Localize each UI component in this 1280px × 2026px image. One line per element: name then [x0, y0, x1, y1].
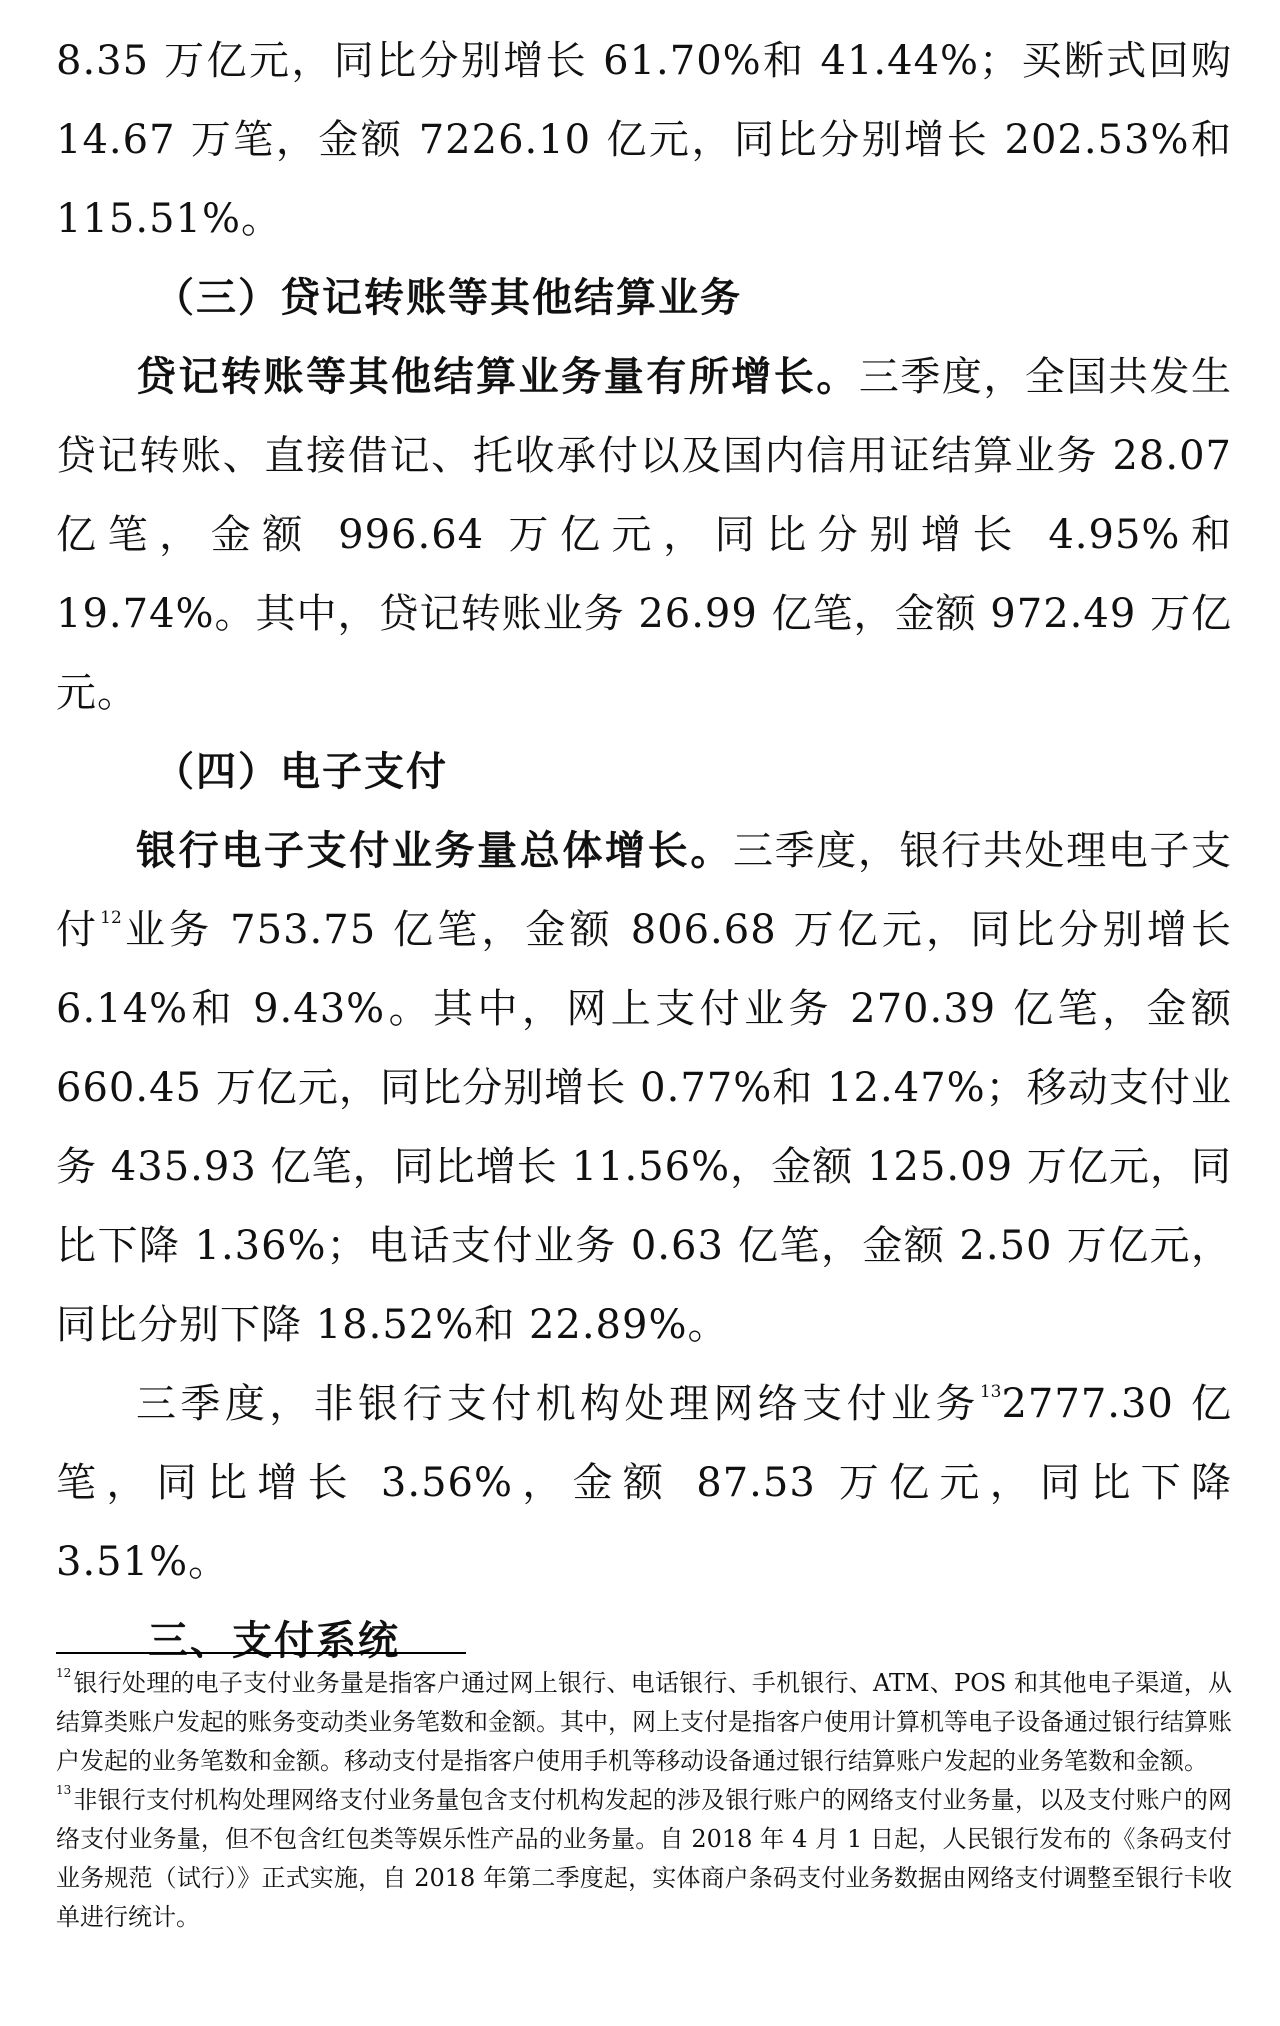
lead-sentence: 贷记转账等其他结算业务量有所增长。: [136, 354, 859, 400]
footnote-divider: [56, 1652, 466, 1654]
footnote-13: $^{13}$非银行支付机构处理网络支付业务量包含支付机构发起的涉及银行账户的网络支付业务量，以及支付账户的网络支付业务量，但不包含红包类等娱乐性产品的业务量。自 2018 年 4 月 1 日起，人民银行发布的《条码支付业务规范（试行）》正式实施，自 2018 年第二季度起，实体商户条码支付业务数据由网络支付调整至银行卡收单进行统计。: [56, 1783, 1232, 1931]
footnote-ref-13[interactable]: 13: [979, 1382, 1002, 1402]
paragraph-other-settlement: 贷记转账等其他结算业务量有所增长。三季度，全国共发生贷记转账、直接借记、托收承付以及国内信用证结算业务 28.07 亿笔，金额 996.64 万亿元，同比分别增长 4.95%和 19.74%。其中，贷记转账业务 26.99 亿笔，金额 972.49 万亿元。: [56, 354, 1233, 716]
paragraph-bank-electronic-payment: 银行电子支付业务量总体增长。三季度，银行共处理电子支付$^{12}$业务 753.75 亿笔，金额 806.68 万亿元，同比分别增长 6.14%和 9.43%。其中，网上支付业务 270.39 亿笔，金额 660.45 万亿元，同比分别增长 0.77%和 12.47%；移动支付业务 435.93 亿笔，同比增长 11.56%，金额 125.09 万亿元，同比下降 1.36%；电话支付业务 0.63 亿笔，金额 2.50 万亿元，同比分别下降 18.52%和 22.89%。: [56, 828, 1233, 1348]
footnote-ref-12[interactable]: 12: [100, 908, 122, 928]
section-heading-electronic-payment: （四）电子支付: [154, 749, 448, 795]
footnote-number: 13: [56, 1783, 72, 1797]
footnotes: [56, 1664, 1232, 1937]
footnote-12: $^{12}$银行处理的电子支付业务量是指客户通过网上银行、电话银行、手机银行、ATM、POS 和其他电子渠道，从结算类账户发起的账务变动类业务笔数和金额。其中，网上支付是指客户使用计算机等电子设备通过银行结算账户发起的业务笔数和金额。移动支付是指客户使用手机等移动设备通过银行结算账户发起的业务笔数和金额。: [56, 1666, 1232, 1775]
paragraph-nonbank-payment: 三季度，非银行支付机构处理网络支付业务$^{13}$2777.30 亿笔，同比增长 3.56%，金额 87.53 万亿元，同比下降 3.51%。: [56, 1381, 1233, 1585]
footnote-number: 12: [56, 1666, 72, 1680]
paragraph-buyout-tail: 8.35 万亿元，同比分别增长 61.70%和 41.44%；买断式回购 14.67 万笔，金额 7226.10 亿元，同比分别增长 202.53%和 115.51%。: [56, 38, 1232, 242]
lead-sentence: 银行电子支付业务量总体增长。: [136, 828, 733, 874]
section-heading-other-settlement: （三）贷记转账等其他结算业务: [154, 275, 742, 321]
part-heading-payment-system: 三、支付系统: [148, 1618, 400, 1664]
